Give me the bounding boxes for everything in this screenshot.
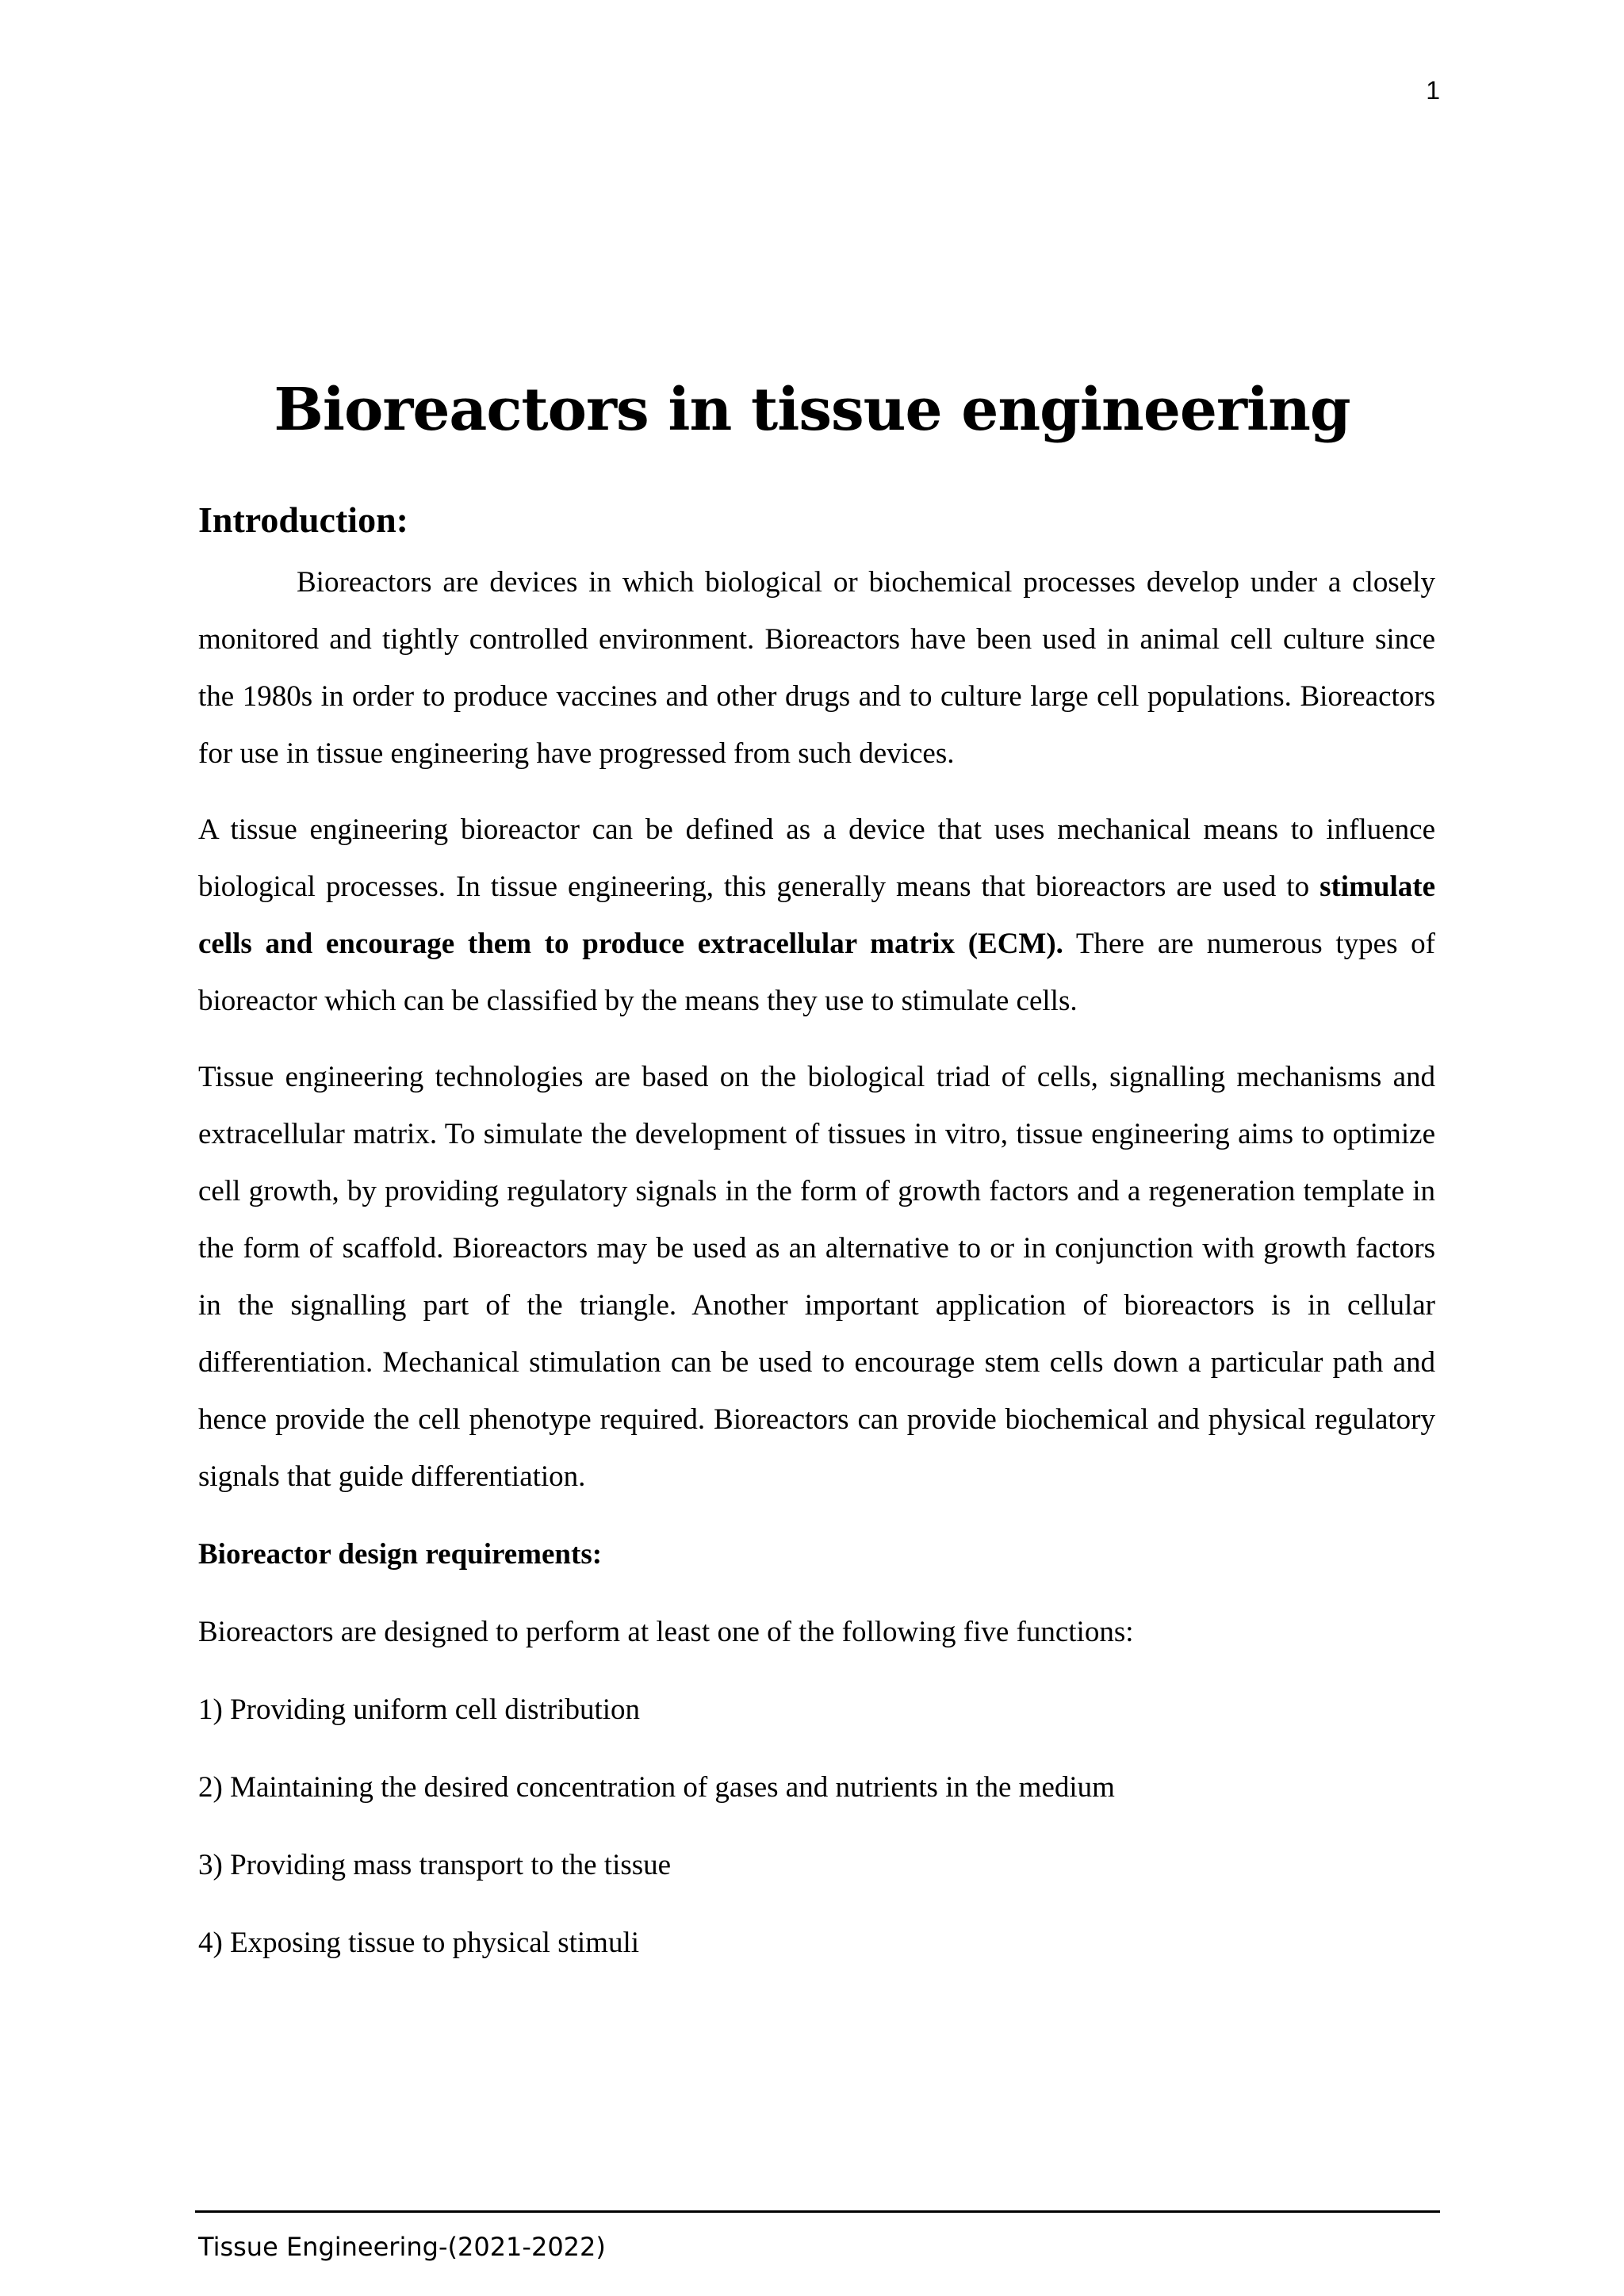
introduction-paragraph-2 xyxy=(198,802,1435,1030)
footer-text: Tissue Engineering-(2021-2022) xyxy=(198,2232,606,2262)
footer-divider xyxy=(195,2210,1440,2213)
page-number: 1 xyxy=(1426,76,1440,105)
introduction-paragraph-1: Bioreactors are devices in which biological or biochemical processes develop under a closely monitored and tightly controlled environment. Bioreactors have been used in animal cell culture since the 1980s in order to produce vaccines and other drugs and to culture large cell populations. Bioreactors for use in tissue engineering have progressed from such devices. xyxy=(198,566,1435,771)
list-item: 3) Providing mass transport to the tissue xyxy=(198,1849,672,1882)
paragraph-2-bold-phrase: stimulate cells and encourage them to produce extracellular matrix (ECM). xyxy=(198,871,1435,961)
design-requirements-intro: Bioreactors are designed to perform at least one of the following five functions: xyxy=(198,1616,1134,1649)
design-requirements-list xyxy=(198,1682,1435,1972)
list-item: 2) Maintaining the desired concentration of gases and nutrients in the medium xyxy=(198,1771,1115,1804)
paragraph-2-text-start: A tissue engineering bioreactor can be defined as a device that uses mechanical means to influence biological processes. In tissue engineering, this generally means that bioreactors are used to xyxy=(198,813,1435,904)
document-body xyxy=(198,498,1435,1972)
design-requirements-heading: Bioreactor design requirements: xyxy=(198,1538,603,1571)
paragraph-2-text-end: There are numerous types of bioreactor which can be classified by the means they use to stimulate cells. xyxy=(198,928,1435,1018)
introduction-paragraph-3: Tissue engineering technologies are based on the biological triad of cells, signalling mechanisms and extracellular matrix. To simulate the development of tissues in vitro, tissue engineering aims to optimize cell growth, by providing regulatory signals in the form of growth factors and a regeneration template in the form of scaffold. Bioreactors may be used as an alternative to or in conjunction with growth factors in the signalling part of the triangle. Another important application of bioreactors is in cellular differentiation. Mechanical stimulation can be used to encourage stem cells down a particular path and hence provide the cell phenotype required. Bioreactors can provide biochemical and physical regulatory signals that guide differentiation. xyxy=(198,1061,1435,1494)
document-title: Bioreactors in tissue engineering xyxy=(274,376,1350,444)
list-item: 4) Exposing tissue to physical stimuli xyxy=(198,1927,640,1960)
list-item: 1) Providing uniform cell distribution xyxy=(198,1693,641,1727)
introduction-heading: Introduction: xyxy=(198,499,408,540)
